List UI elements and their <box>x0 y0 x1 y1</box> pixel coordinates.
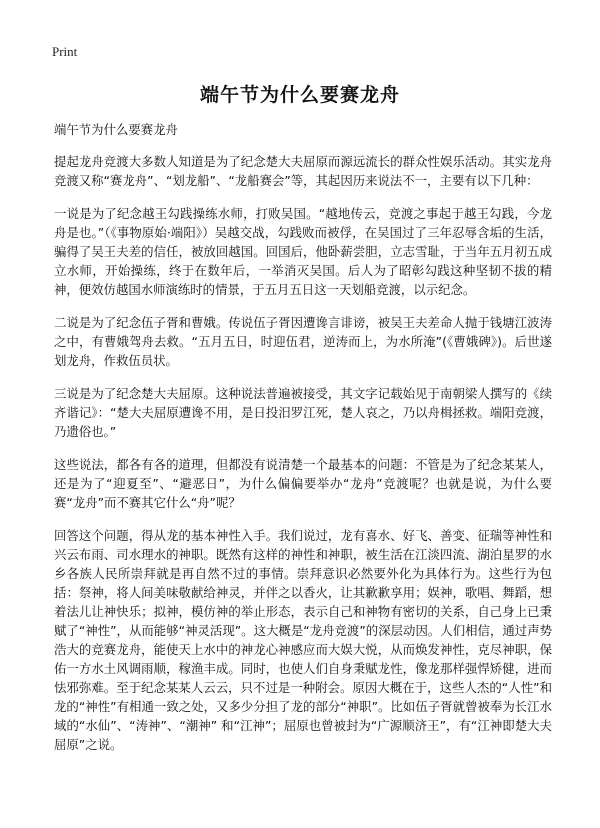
paragraph-wuzixu: 二说是为了纪念伍子胥和曹娥。传说伍子胥因遭谗言诽谤，被吴王夫差命人抛于钱塘江波涛之中，有曹娥驾舟去救。“五月五日，时迎伍君，逆涛而上，为水所淹”(《曹娥碑》)。后世遂划龙舟，作救伍员状。 <box>54 315 552 368</box>
print-link[interactable]: Print <box>52 44 78 59</box>
paragraph-goujian: 一说是为了纪念越王勾践操练水师，打败吴国。“越地传云，竞渡之事起于越王勾践，今龙舟是也。”（《事物原始·端阳》）吴越交战，勾践败而被俘，在吴国过了三年忍辱含垢的生活，骗得了吴王夫差的信任，被放回越国。回国后，他卧薪尝胆，立志雪耻，于当年五月初五成立水师，开始操练，终于在数年后，一举消灭吴国。后人为了昭彰勾践这种坚韧不拔的精神，便效仿越国水师演练时的情景，于五月五日这一天划船竞渡，以示纪念。 <box>54 206 552 297</box>
article-subtitle: 端午节为什么要赛龙舟 <box>54 122 178 137</box>
article-body <box>54 120 552 768</box>
paragraph-quyuan: 三说是为了纪念楚大夫屈原。这种说法普遍被接受，其文字记载始见于南朝梁人撰写的《续齐谐记》：“楚大夫屈原遭谗不用，是日投汨罗江死，楚人哀之，乃以舟楫拯救。端阳竞渡，乃遗俗也。” <box>54 386 552 439</box>
article-title: 端午节为什么要赛龙舟 <box>199 84 400 106</box>
paragraph-intro: 提起龙舟竞渡大多数人知道是为了纪念楚大夫屈原而源远流长的群众性娱乐活动。其实龙舟竞渡又称“赛龙舟”、“划龙船”、“龙船赛会”等，其起因历来说法不一，主要有以下几种： <box>54 154 552 188</box>
paragraph-question: 这些说法，都各有各的道理，但都没有说清楚一个最基本的问题：不管是为了纪念某某人，还是为了“迎夏至”、“避恶日”，为什么偏偏要举办“龙舟”竞渡呢？也就是说，为什么要赛“龙舟”而不赛其它什么“舟”呢？ <box>54 457 552 510</box>
paragraph-answer: 回答这个问题，得从龙的基本神性入手。我们说过，龙有喜水、好飞、善变、征瑞等神性和兴云布雨、司水理水的神职。既然有这样的神性和神职，被生活在江淡四流、湖泊星罗的水乡各族人民所崇拜就是再自然不过的事情。崇拜意识必然要外化为具体行为。这些行为包括：祭神，将人间美味敬献给神灵，并伴之以香火，让其歉歉享用；娱神，歌唱、舞蹈，想着法儿让神快乐；拟神，模仿神的举止形态，表示自己和神物有密切的关系，自己身上已秉赋了“神性”，从而能够“神灵活现”。这大概是“龙舟竞渡”的深层动因。人们相信，通过声势浩大的竞赛龙舟，能使天上水中的神龙心神感应而大娱大悦，从而焕发神性，克尽神职，保佑一方水土风调雨顺，稼渔丰成。同时，也使人们自身秉赋龙性，像龙那样强悍矫健，进而怯邪弥难。至于纪念某某人云云，只不过是一种附会。原因大概在于，这些人杰的“人性”和龙的“神性”有相通一致之处，又多少分担了龙的部分“神职”。比如伍子胥就曾被奉为长江水域的“水仙”、“涛神”、“潮神” 和“江神”；屈原也曾被封为“广源顺济王”，有“江神即楚大夫屈原”之说。 <box>54 528 552 752</box>
